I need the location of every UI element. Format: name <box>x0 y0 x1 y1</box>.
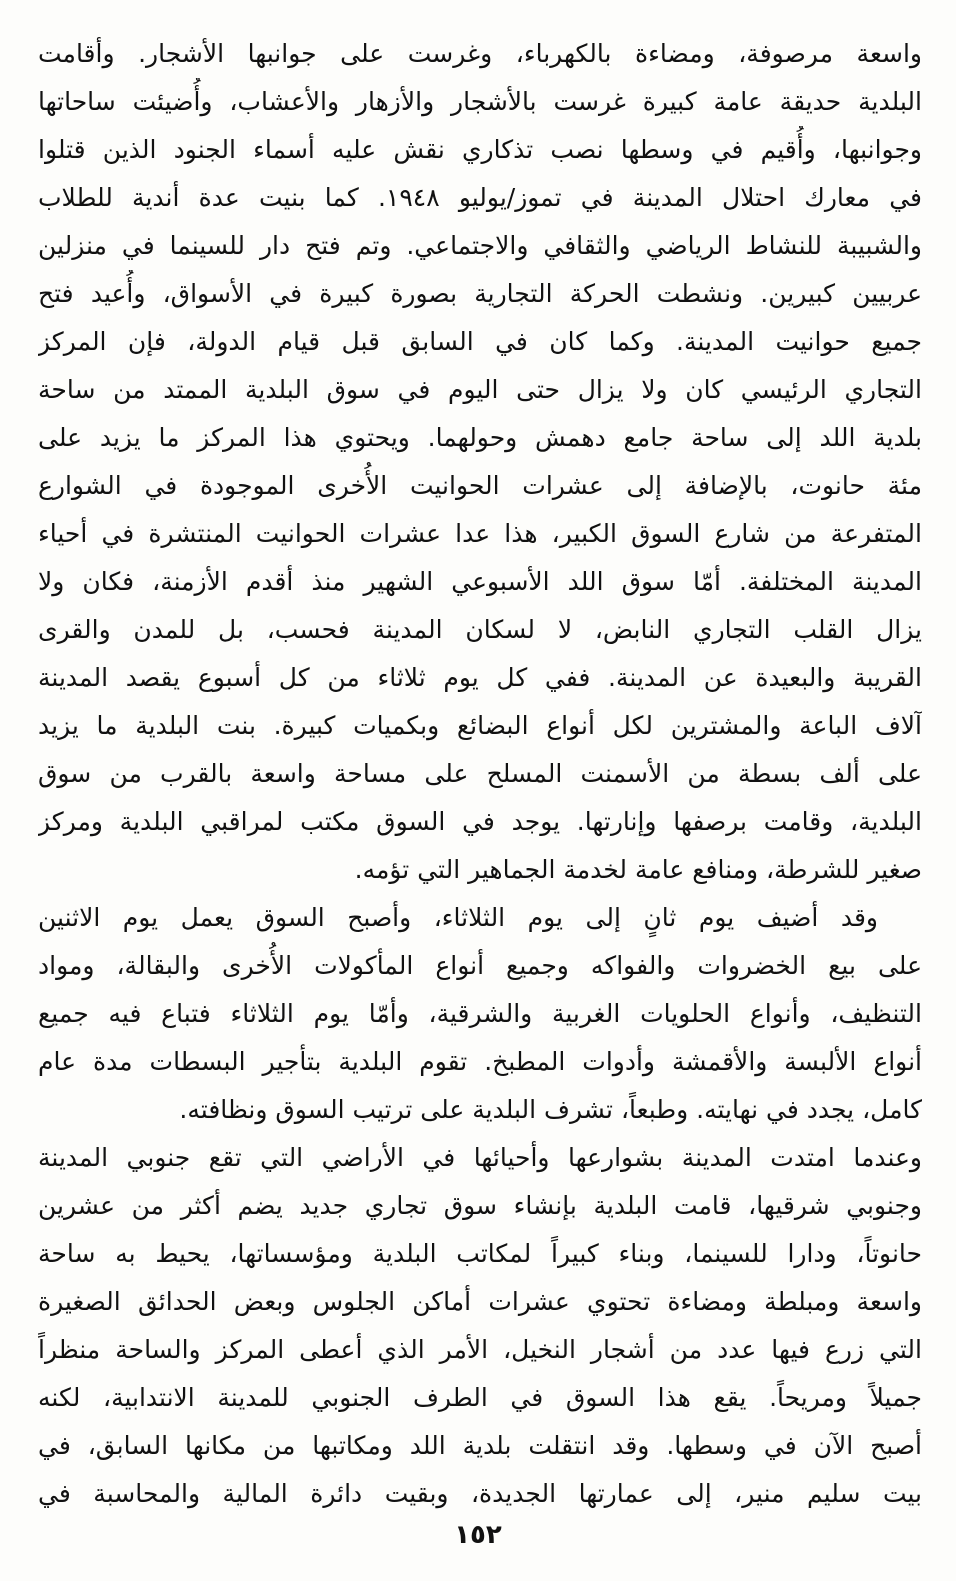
text-line: على بيع الخضروات والفواكه وجميع أنواع المأكولات الأُخرى والبقالة، ومواد <box>38 951 922 980</box>
text-line: حانوتاً، ودارا للسينما، وبناء كبيراً لمكاتب البلدية ومؤسساتها، يحيط به ساحة <box>38 1239 922 1268</box>
text-line: البلدية، وقامت برصفها وإنارتها. يوجد في السوق مكتب لمراقبي البلدية ومركز <box>38 807 922 836</box>
paragraph-start-line: وقد أضيف يوم ثانٍ إلى يوم الثلاثاء، وأصبح السوق يعمل يوم الاثنين <box>38 903 878 932</box>
text-line: والشبيبة للنشاط الرياضي والثقافي والاجتماعي. وتم فتح دار للسينما في منزلين <box>38 231 922 260</box>
text-line: واسعة ومبلطة ومضاءة تحتوي عشرات أماكن الجلوس وبعض الحدائق الصغيرة <box>38 1287 922 1316</box>
text-line: على ألف بسطة من الأسمنت المسلح على مساحة واسعة بالقرب من سوق <box>38 759 922 788</box>
text-line: واسعة مرصوفة، ومضاءة بالكهرباء، وغرست على جوانبها الأشجار. وأقامت <box>38 39 922 68</box>
text-line: المدينة المختلفة. أمّا سوق اللد الأسبوعي الشهير منذ أقدم الأزمنة، فكان ولا <box>38 567 922 596</box>
paragraph-end-line: كامل، يجدد في نهايته. وطبعاً، تشرف البلدية على ترتيب السوق ونظافته. <box>179 1095 922 1124</box>
text-line: أنواع الألبسة والأقمشة وأدوات المطبخ. تقوم البلدية بتأجير البسطات مدة عام <box>38 1047 922 1076</box>
text-line: وعندما امتدت المدينة بشوارعها وأحيائها في الأراضي التي تقع جنوبي المدينة <box>38 1143 922 1172</box>
text-line: أصبح الآن في وسطها. وقد انتقلت بلدية اللد ومكاتبها من مكانها السابق، في <box>38 1431 922 1460</box>
text-line: بيت سليم منير، إلى عمارتها الجديدة، وبقيت دائرة المالية والمحاسبة في <box>38 1479 922 1508</box>
text-line: جميلاً ومريحاً. يقع هذا السوق في الطرف الجنوبي للمدينة الانتدابية، لكنه <box>38 1383 922 1412</box>
text-line: القريبة والبعيدة عن المدينة. ففي كل يوم ثلاثاء من كل أسبوع يقصد المدينة <box>38 663 922 692</box>
page-number: ١٥٢ <box>454 1520 502 1550</box>
body-text <box>38 30 922 1518</box>
text-line: وجنوبي شرقيها، قامت البلدية بإنشاء سوق تجاري جديد يضم أكثر من عشرين <box>38 1191 922 1220</box>
text-line: التنظيف، وأنواع الحلويات الغربية والشرقية، وأمّا يوم الثلاثاء فتباع فيه جميع <box>38 999 922 1028</box>
text-line: يزال القلب التجاري النابض، لا لسكان المدينة فحسب، بل للمدن والقرى <box>38 615 922 644</box>
text-line: مئة حانوت، بالإضافة إلى عشرات الحوانيت الأُخرى الموجودة في الشوارع <box>38 471 922 500</box>
text-line: المتفرعة من شارع السوق الكبير، هذا عدا عشرات الحوانيت المنتشرة في أحياء <box>38 519 922 548</box>
text-line: التجاري الرئيسي كان ولا يزال حتى اليوم في سوق البلدية الممتد من ساحة <box>38 375 922 404</box>
paragraph-end-line: صغير للشرطة، ومنافع عامة لخدمة الجماهير التي تؤمه. <box>354 855 922 884</box>
text-line: بلدية اللد إلى ساحة جامع دهمش وحولهما. ويحتوي هذا المركز ما يزيد على <box>38 423 922 452</box>
text-line: البلدية حديقة عامة كبيرة غرست بالأشجار والأزهار والأعشاب، وأُضيئت ساحاتها <box>38 87 922 116</box>
text-line: وجوانبها، وأُقيم في وسطها نصب تذكاري نقش عليه أسماء الجنود الذين قتلوا <box>38 135 922 164</box>
text-line: جميع حوانيت المدينة. وكما كان في السابق قبل قيام الدولة، فإن المركز <box>38 327 922 356</box>
text-line: في معارك احتلال المدينة في تموز/يوليو ١٩٤٨. كما بنيت عدة أندية للطلاب <box>38 183 922 212</box>
text-line: آلاف الباعة والمشترين لكل أنواع البضائع وبكميات كبيرة. بنت البلدية ما يزيد <box>38 711 922 740</box>
text-line: عربيين كبيرين. ونشطت الحركة التجارية بصورة كبيرة في الأسواق، وأُعيد فتح <box>38 279 922 308</box>
text-line: التي زرع فيها عدد من أشجار النخيل، الأمر الذي أعطى المركز والساحة منظراً <box>38 1335 922 1364</box>
